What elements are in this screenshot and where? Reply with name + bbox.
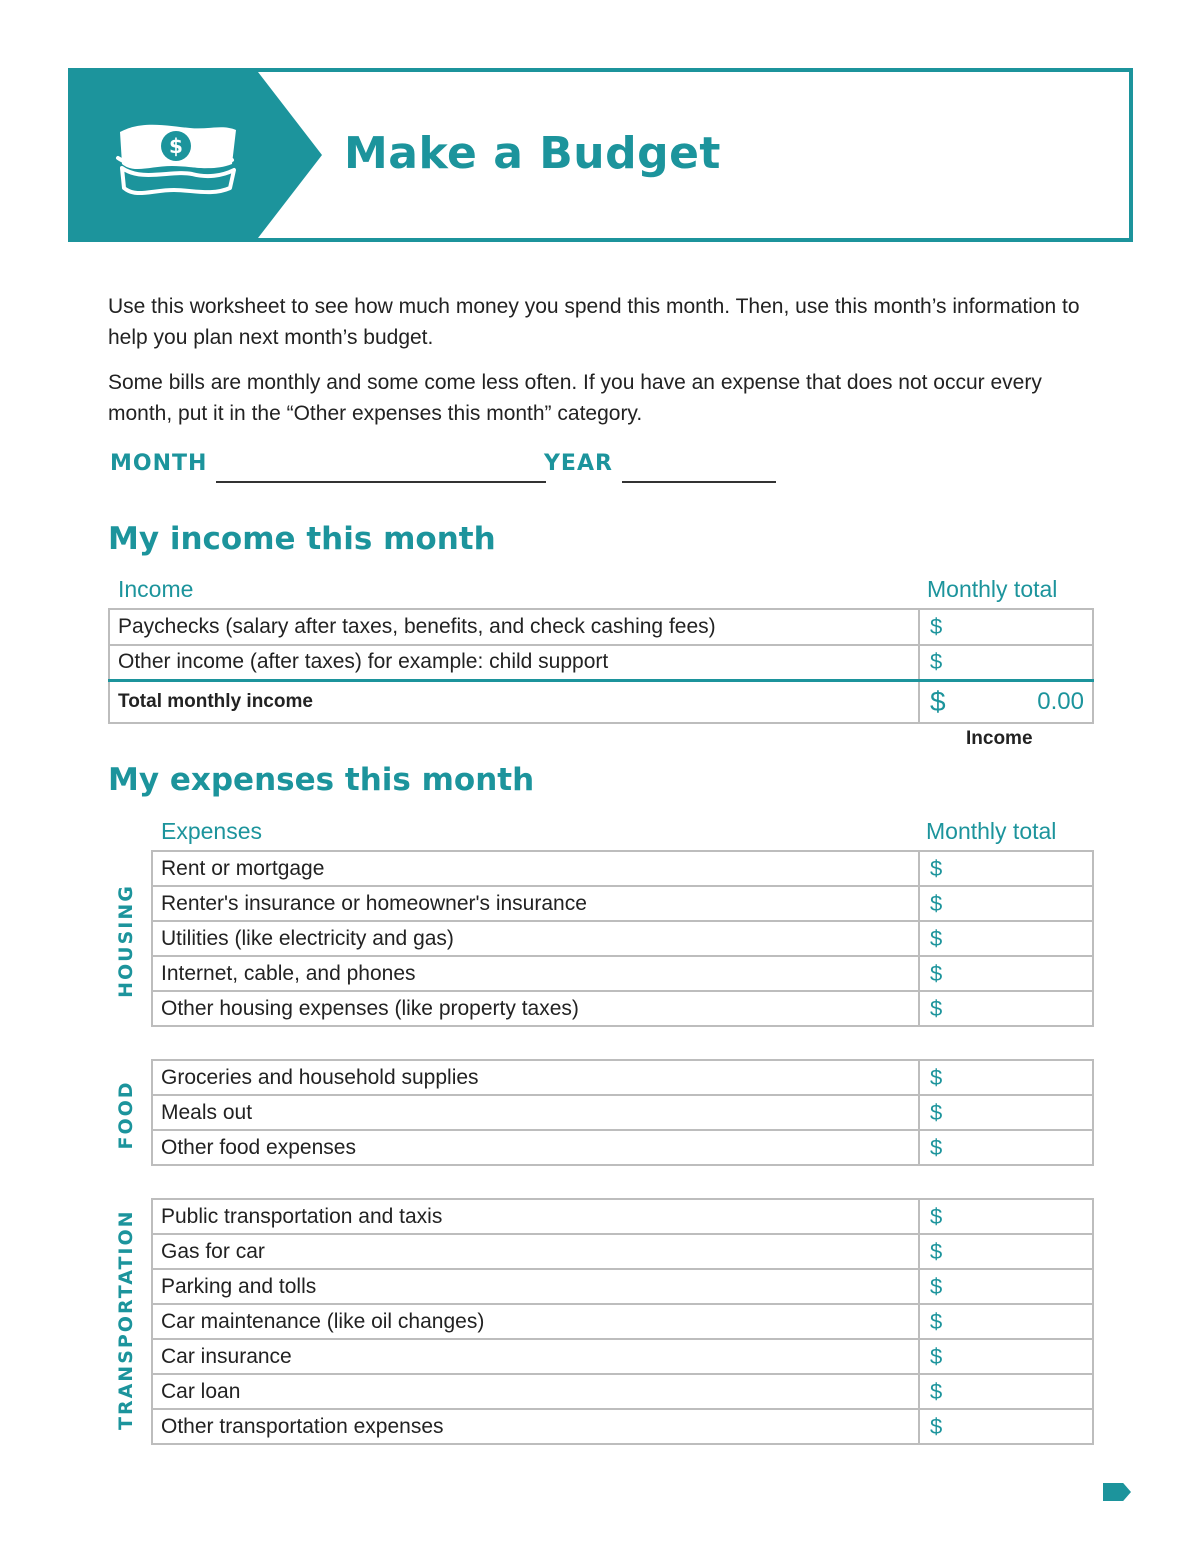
expense-row bbox=[152, 1234, 1093, 1269]
expense-amount-field[interactable]: $ bbox=[919, 1095, 1093, 1130]
income-row-label: Paychecks (salary after taxes, benefits, and check cashing fees) bbox=[109, 609, 919, 645]
expense-row bbox=[152, 921, 1093, 956]
expense-amount-field[interactable]: $ bbox=[919, 1374, 1093, 1409]
intro-paragraph-2: Some bills are monthly and some come less often. If you have an expense that does not occur every month, put it in the “Other expenses this month” category. bbox=[108, 371, 1042, 425]
expense-row-label: Parking and tolls bbox=[152, 1269, 919, 1304]
header-banner bbox=[68, 68, 1133, 242]
expense-row bbox=[152, 1339, 1093, 1374]
transportation-table bbox=[151, 1198, 1094, 1445]
total-currency-symbol: $ bbox=[930, 685, 946, 717]
income-row-label: Other income (after taxes) for example: child support bbox=[109, 645, 919, 680]
income-column-header: Income bbox=[118, 576, 194, 602]
expense-amount-field[interactable]: $ bbox=[919, 1130, 1093, 1165]
expense-amount-field[interactable]: $ bbox=[919, 991, 1093, 1026]
expense-row-label: Rent or mortgage bbox=[152, 851, 919, 886]
income-total-row bbox=[109, 680, 1093, 723]
income-amount-field[interactable]: $ bbox=[919, 609, 1093, 645]
expense-amount-field[interactable]: $ bbox=[919, 1234, 1093, 1269]
total-income-value: 0.00 bbox=[1037, 687, 1084, 715]
expense-row bbox=[152, 851, 1093, 886]
food-table bbox=[151, 1059, 1094, 1166]
expense-row bbox=[152, 956, 1093, 991]
expense-amount-field[interactable]: $ bbox=[919, 851, 1093, 886]
expense-amount-field[interactable]: $ bbox=[919, 1060, 1093, 1095]
group-label-housing: HOUSING bbox=[115, 884, 137, 998]
group-label-food: FOOD bbox=[115, 1080, 137, 1150]
total-income-field[interactable] bbox=[919, 680, 1093, 723]
income-row bbox=[109, 645, 1093, 680]
expense-row-label: Internet, cable, and phones bbox=[152, 956, 919, 991]
next-page-arrow-icon bbox=[1103, 1483, 1131, 1501]
income-total-column-header: Monthly total bbox=[927, 576, 1058, 602]
expense-row bbox=[152, 1269, 1093, 1304]
money-icon bbox=[112, 112, 242, 202]
expenses-section-title: My expenses this month bbox=[108, 762, 535, 798]
expense-amount-field[interactable]: $ bbox=[919, 956, 1093, 991]
expense-row bbox=[152, 1199, 1093, 1234]
expense-row bbox=[152, 886, 1093, 921]
year-label: YEAR bbox=[544, 451, 613, 476]
expense-row-label: Groceries and household supplies bbox=[152, 1060, 919, 1095]
expense-row-label: Utilities (like electricity and gas) bbox=[152, 921, 919, 956]
expense-amount-field[interactable]: $ bbox=[919, 921, 1093, 956]
expense-row bbox=[152, 991, 1093, 1026]
expense-amount-field[interactable]: $ bbox=[919, 1339, 1093, 1374]
expense-amount-field[interactable]: $ bbox=[919, 1269, 1093, 1304]
expense-row bbox=[152, 1304, 1093, 1339]
expense-row-label: Other transportation expenses bbox=[152, 1409, 919, 1444]
expense-row-label: Car loan bbox=[152, 1374, 919, 1409]
expense-row bbox=[152, 1060, 1093, 1095]
expense-row-label: Car insurance bbox=[152, 1339, 919, 1374]
expense-row bbox=[152, 1095, 1093, 1130]
page-title: Make a Budget bbox=[344, 128, 721, 179]
intro-paragraph-1: Use this worksheet to see how much money you spend this month. Then, use this month’s information to help you plan next month’s budget. bbox=[108, 295, 1080, 349]
expense-amount-field[interactable]: $ bbox=[919, 886, 1093, 921]
expenses-column-header: Expenses bbox=[161, 818, 263, 844]
income-amount-field[interactable]: $ bbox=[919, 645, 1093, 680]
housing-table bbox=[151, 850, 1094, 1027]
month-label: MONTH bbox=[110, 451, 208, 476]
expense-row-label: Public transportation and taxis bbox=[152, 1199, 919, 1234]
month-field[interactable] bbox=[216, 481, 546, 483]
expense-row-label: Car maintenance (like oil changes) bbox=[152, 1304, 919, 1339]
income-section-title: My income this month bbox=[108, 521, 496, 557]
expense-row bbox=[152, 1374, 1093, 1409]
total-income-label: Total monthly income bbox=[109, 680, 919, 723]
group-label-transportation: TRANSPORTATION bbox=[115, 1209, 137, 1430]
expense-row bbox=[152, 1409, 1093, 1444]
expense-row-label: Other housing expenses (like property taxes) bbox=[152, 991, 919, 1026]
expense-row-label: Meals out bbox=[152, 1095, 919, 1130]
svg-text:$: $ bbox=[169, 134, 183, 158]
expense-amount-field[interactable]: $ bbox=[919, 1304, 1093, 1339]
expense-row-label: Renter's insurance or homeowner's insurance bbox=[152, 886, 919, 921]
expense-amount-field[interactable]: $ bbox=[919, 1409, 1093, 1444]
expenses-total-column-header: Monthly total bbox=[926, 818, 1057, 844]
expense-row-label: Other food expenses bbox=[152, 1130, 919, 1165]
expense-row-label: Gas for car bbox=[152, 1234, 919, 1269]
year-field[interactable] bbox=[622, 481, 776, 483]
expense-row bbox=[152, 1130, 1093, 1165]
income-under-label: Income bbox=[966, 728, 1033, 749]
month-year-row bbox=[110, 451, 810, 487]
expense-amount-field[interactable]: $ bbox=[919, 1199, 1093, 1234]
income-row bbox=[109, 609, 1093, 645]
income-table bbox=[108, 608, 1094, 724]
